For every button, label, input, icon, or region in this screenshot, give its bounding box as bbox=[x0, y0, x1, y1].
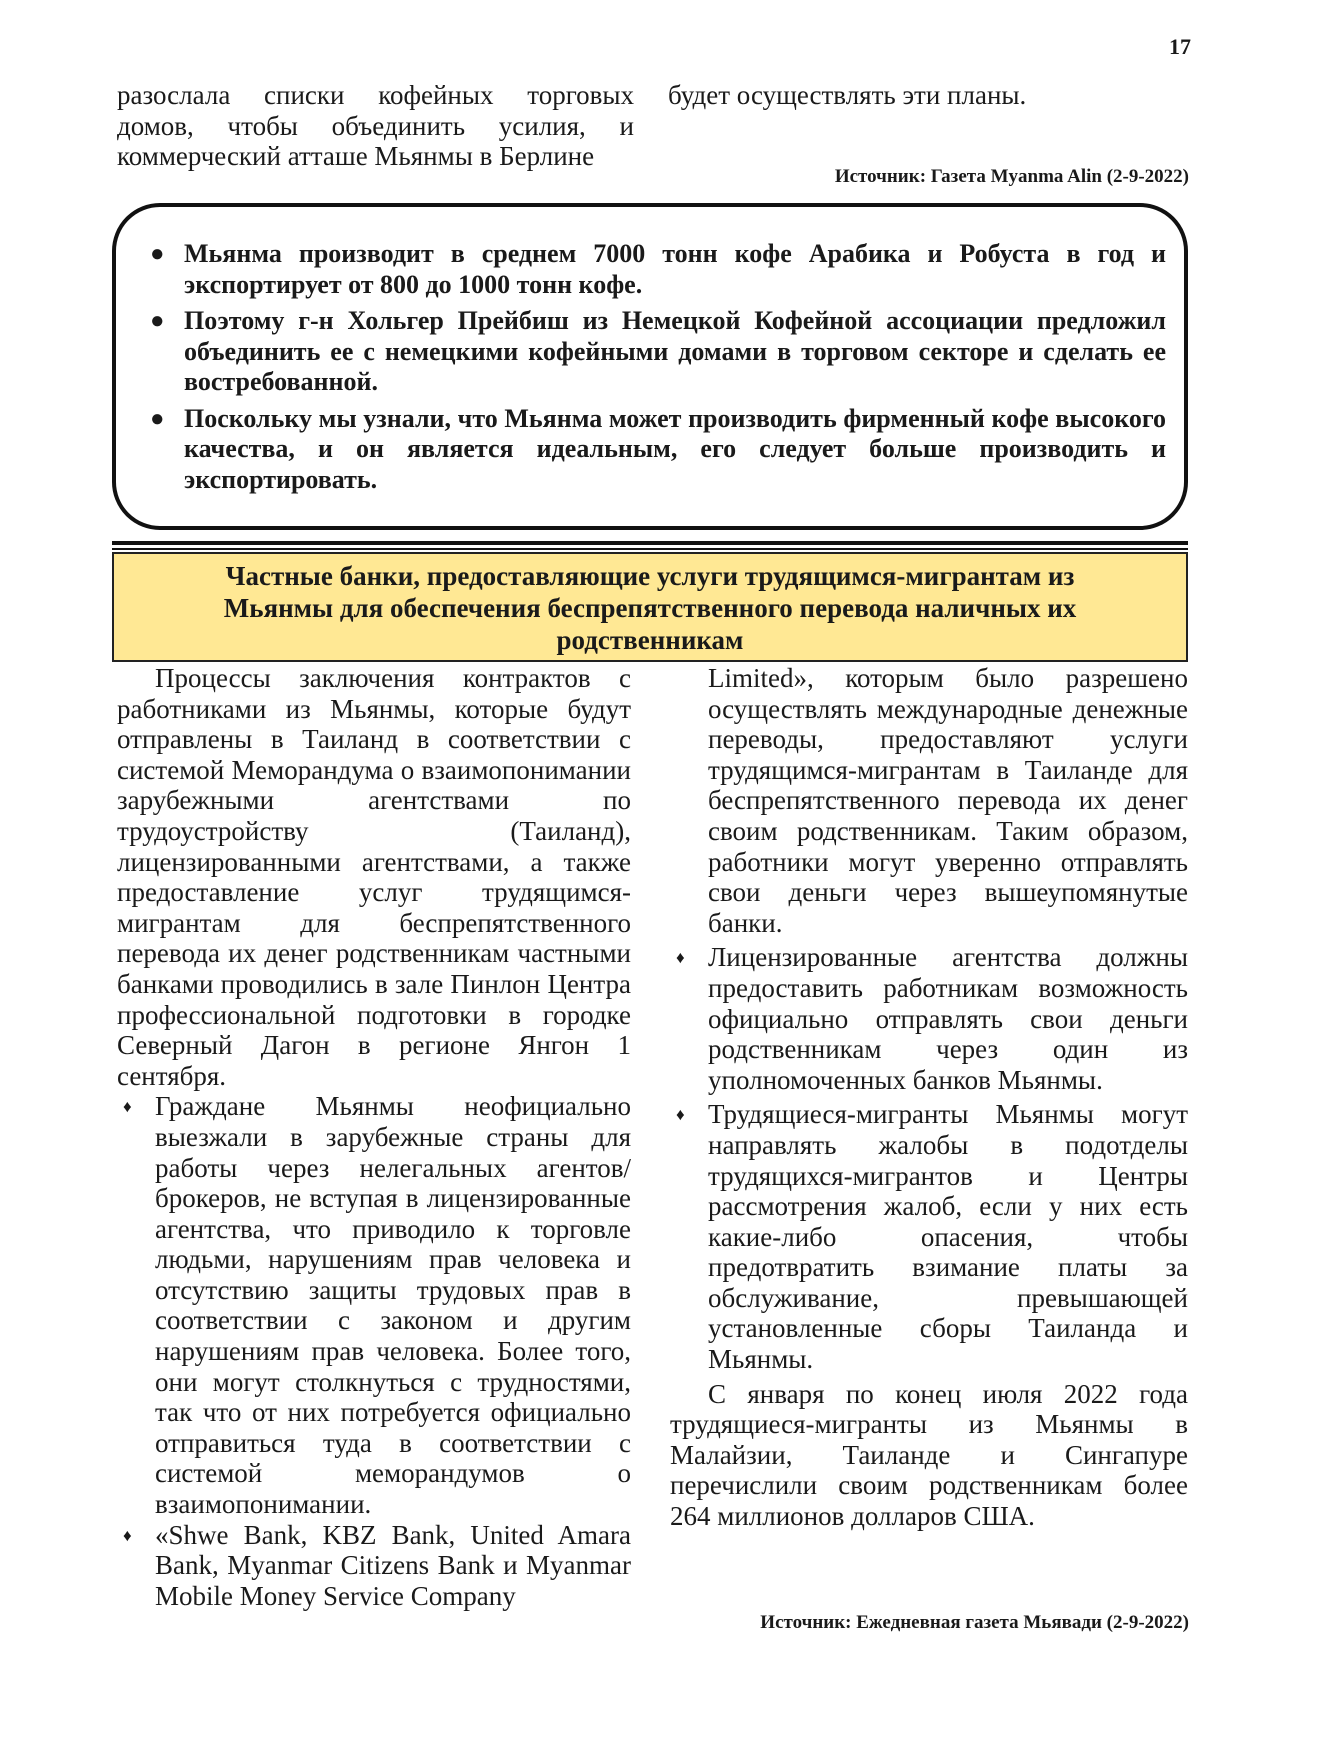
section-divider-thin bbox=[112, 548, 1188, 550]
diamond-bullet-icon: ♦ bbox=[123, 1525, 132, 1545]
bullet-icon: ● bbox=[150, 241, 165, 267]
bullet-icon: ● bbox=[150, 308, 165, 334]
article-right-column bbox=[670, 663, 1188, 1532]
article-source: Источник: Ежедневная газета Мьявади (2-9-2022) bbox=[760, 1612, 1189, 1633]
article-bullet: ♦ Граждане Мьянмы неофициально выезжали в зарубежные страны для работы через нелегальных агентов/брокеров, не вступая в лицензированные агентства, что приводило к торговле людьми, нарушениям прав человека и отсутствию защиты трудовых прав в соответствии с законом и другим нарушениям прав человека. Более того, они могут столкнуться с трудностями, так что от них потребуется официально отправиться туда в соответствии с системой меморандумов о взаимопонимании. bbox=[123, 1091, 631, 1520]
article-bullet-list-left bbox=[117, 1091, 631, 1611]
summary-callout-box bbox=[112, 203, 1188, 530]
diamond-bullet-icon: ♦ bbox=[123, 1097, 132, 1117]
article-intro-paragraph: Процессы заключения контрактов с работниками из Мьянмы, которые будут отправлены в Таиланд в соответствии с системой Меморандума о взаимопонимании зарубежными агентствами по трудоустройству (Таиланд), лицензированными агентствами, а также предоставление услуг трудящимся-мигрантам для беспрепятственного перевода их денег родственникам частными банками проводились в зале Пинлон Центра профессиональной подготовки в городке Северный Дагон в регионе Янгон 1 сентября. bbox=[117, 663, 631, 1091]
top-left-paragraph: разослала списки кофейных торговых домов, чтобы объединить усилия, и коммерческий атташе Мьянмы в Берлине bbox=[117, 80, 634, 172]
headline-line: Частные банки, предоставляющие услуги трудящимся-мигрантам из bbox=[225, 561, 1075, 591]
top-article-left-text bbox=[117, 80, 634, 172]
summary-bullet: ● Мьянма производит в среднем 7000 тонн кофе Арабика и Робуста в год и экспортирует от 800 до 1000 тонн кофе. bbox=[150, 239, 1166, 299]
article-bullet: ♦ Трудящиеся-мигранты Мьянмы могут направлять жалобы в подотделы трудящихся-мигрантов и Центры рассмотрения жалоб, если у них есть какие-либо опасения, чтобы предотвратить взимание платы за обслуживание, превышающей установленные сборы Таиланда и Мьянмы. bbox=[676, 1099, 1188, 1375]
summary-bullet: ● Поэтому г-н Хольгер Прейбиш из Немецкой Кофейной ассоциации предложил объединить ее с немецкими кофейными домами в торговом секторе и сделать ее востребованной. bbox=[150, 306, 1166, 396]
page-number: 17 bbox=[1169, 34, 1191, 59]
bullet-icon: ● bbox=[150, 405, 165, 432]
top-right-paragraph: будет осуществлять эти планы. bbox=[668, 80, 1027, 110]
article-bullet: ♦ «Shwe Bank, KBZ Bank, United Amara Bank, Myanmar Citizens Bank и Myanmar Mobile Money Service Company bbox=[123, 1519, 631, 1611]
article-headline bbox=[112, 552, 1188, 662]
article-left-column bbox=[117, 663, 631, 1611]
headline-line: родственникам bbox=[556, 625, 744, 655]
summary-bullet: ● Поскольку мы узнали, что Мьянма может производить фирменный кофе высокого качества, и он является идеальным, его следует больше производить и экспортировать. bbox=[150, 403, 1166, 494]
diamond-bullet-icon: ♦ bbox=[676, 948, 685, 968]
article-closing-paragraph: С января по конец июля 2022 года трудящиеся-мигранты из Мьянмы в Малайзии, Таиланде и Сингапуре перечислили своим родственникам более 264 миллионов долларов США. bbox=[670, 1378, 1188, 1532]
summary-bullet-list bbox=[134, 239, 1166, 501]
article-bullet-continued: Limited», которым было разрешено осуществлять международные денежные переводы, предоставляют услуги трудящимся-мигрантам в Таиланде для беспрепятственного перевода их денег своим родственникам. Таким образом, работники могут уверенно отправлять свои деньги через вышеупомянутые банки. bbox=[708, 663, 1188, 938]
top-article-right-text bbox=[668, 80, 1188, 111]
article-bullet: ♦ Лицензированные агентства должны предоставить работникам возможность официально отправлять свои деньги родственникам через один из уполномоченных банков Мьянмы. bbox=[676, 942, 1188, 1095]
diamond-bullet-icon: ♦ bbox=[676, 1105, 685, 1125]
article-bullet-list-right bbox=[670, 663, 1188, 1375]
section-divider-thick bbox=[112, 541, 1188, 545]
top-article-source: Источник: Газета Myanma Alin (2-9-2022) bbox=[834, 166, 1189, 187]
headline-line: Мьянмы для обеспечения беспрепятственного перевода наличных их bbox=[223, 593, 1077, 623]
